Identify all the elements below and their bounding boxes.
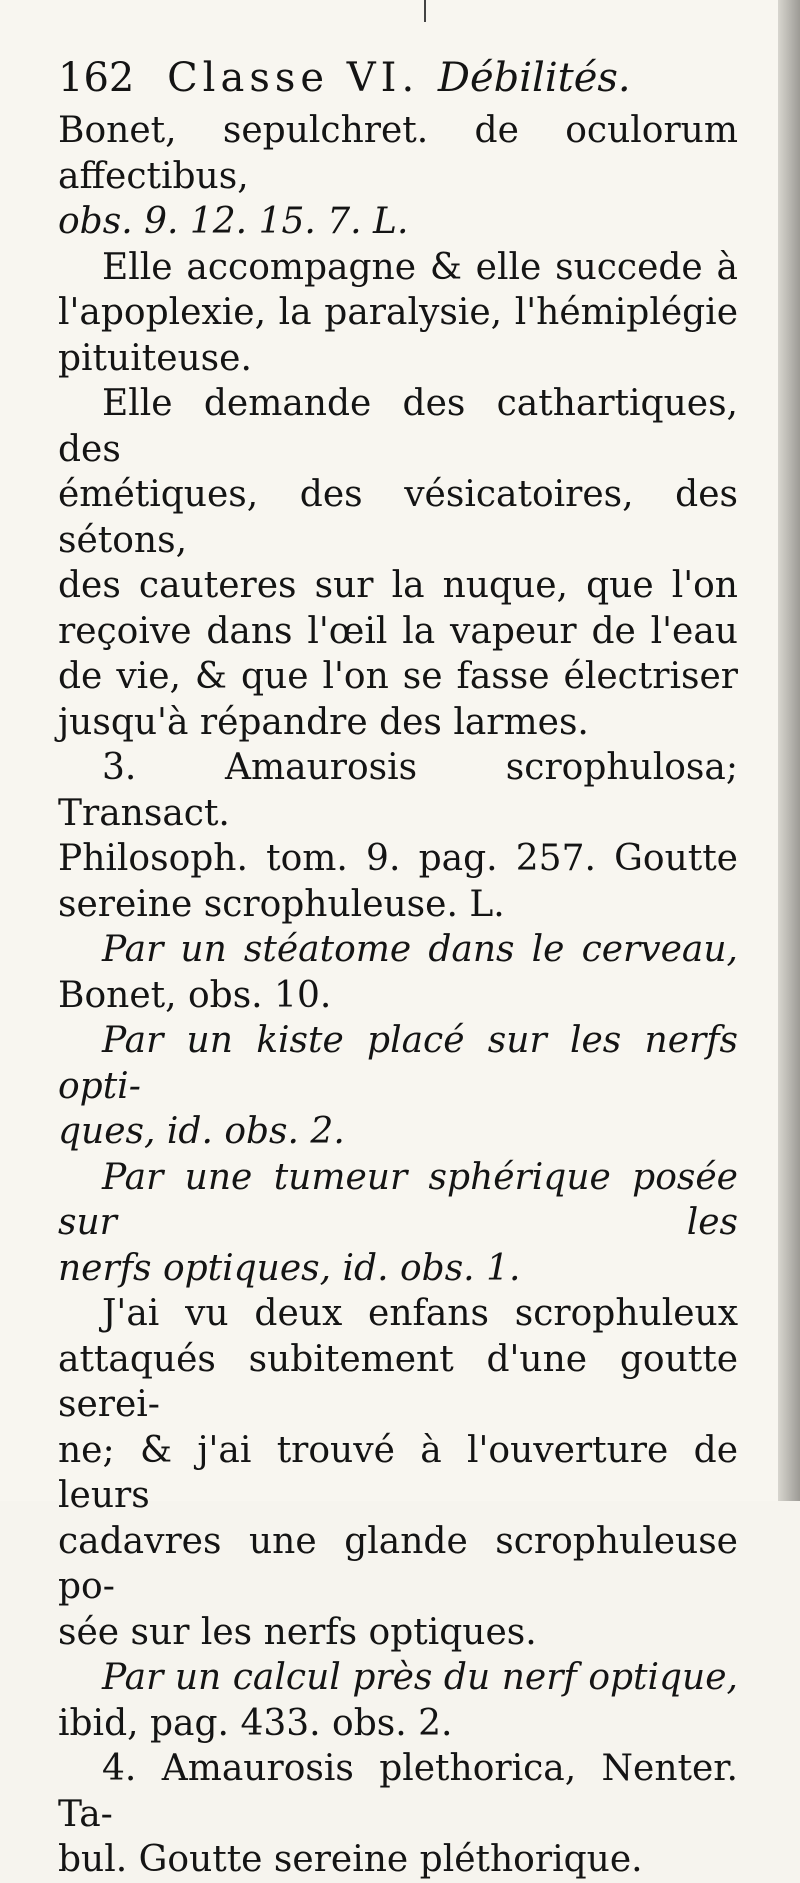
text-line: sée sur les nerfs optiques.	[58, 1611, 537, 1653]
text-line: émétiques, des vésicatoires, des sétons,	[58, 474, 738, 561]
text-line: l'apoplexie, la paralysie, l'hémiplégie	[58, 292, 738, 333]
text-line: Bonet, obs. 10.	[58, 974, 332, 1016]
text-line: cadavres une glande scrophuleuse po-	[58, 1520, 738, 1607]
text-line: de vie, & que l'on se fasse électriser	[58, 656, 738, 697]
text-line: ne; & j'ai trouvé à l'ouverture de leurs	[58, 1429, 738, 1516]
header-title: Classe VI.	[167, 55, 420, 101]
text-line: Par un kiste placé sur les nerfs opti-	[58, 1020, 738, 1107]
text-line: Par un stéatome dans le cerveau,	[102, 929, 738, 970]
text-line: Bonet, sepulchret. de oculorum affectibus,	[58, 110, 738, 197]
text-line: attaqués subitement d'une goutte serei-	[58, 1338, 738, 1425]
page-number: 162	[58, 55, 135, 101]
text-line: Elle demande des cathartiques, des	[58, 383, 738, 470]
header-title-italic: Débilités.	[437, 55, 631, 101]
running-header	[58, 48, 738, 108]
text-line: bul. Goutte sereine pléthorique.	[58, 1839, 643, 1880]
text-line: reçoive dans l'œil la vapeur de l'eau	[58, 610, 738, 652]
text-line: pituiteuse.	[58, 337, 252, 379]
text-line: 3. Amaurosis scrophulosa; Transact.	[58, 747, 738, 834]
text-line: obs. 9. 12. 15. 7. L.	[58, 201, 409, 242]
text-line: J'ai vu deux enfans scrophuleux	[102, 1293, 738, 1334]
text-line: jusqu'à répandre des larmes.	[58, 701, 589, 743]
page-edge-shadow	[778, 0, 800, 1501]
text-line: Par une tumeur sphérique posée sur les	[58, 1156, 738, 1243]
text-line: nerfs optiques, id. obs. 1.	[58, 1247, 521, 1289]
top-margin-mark	[424, 0, 426, 22]
page-body-text	[58, 108, 738, 1883]
text-line: 4. Amaurosis plethorica, Nenter. Ta-	[58, 1748, 738, 1835]
text-line: sereine scrophuleuse. L.	[58, 883, 505, 925]
text-line: Elle accompagne & elle succede à	[102, 246, 738, 288]
text-line: des cauteres sur la nuque, que l'on	[58, 565, 738, 606]
text-line: Par un calcul près du nerf optique,	[102, 1657, 738, 1698]
text-line: ibid, pag. 433. obs. 2.	[58, 1702, 453, 1744]
text-line: Philosoph. tom. 9. pag. 257. Goutte	[58, 838, 738, 879]
text-line: ques, id. obs. 2.	[58, 1111, 345, 1152]
